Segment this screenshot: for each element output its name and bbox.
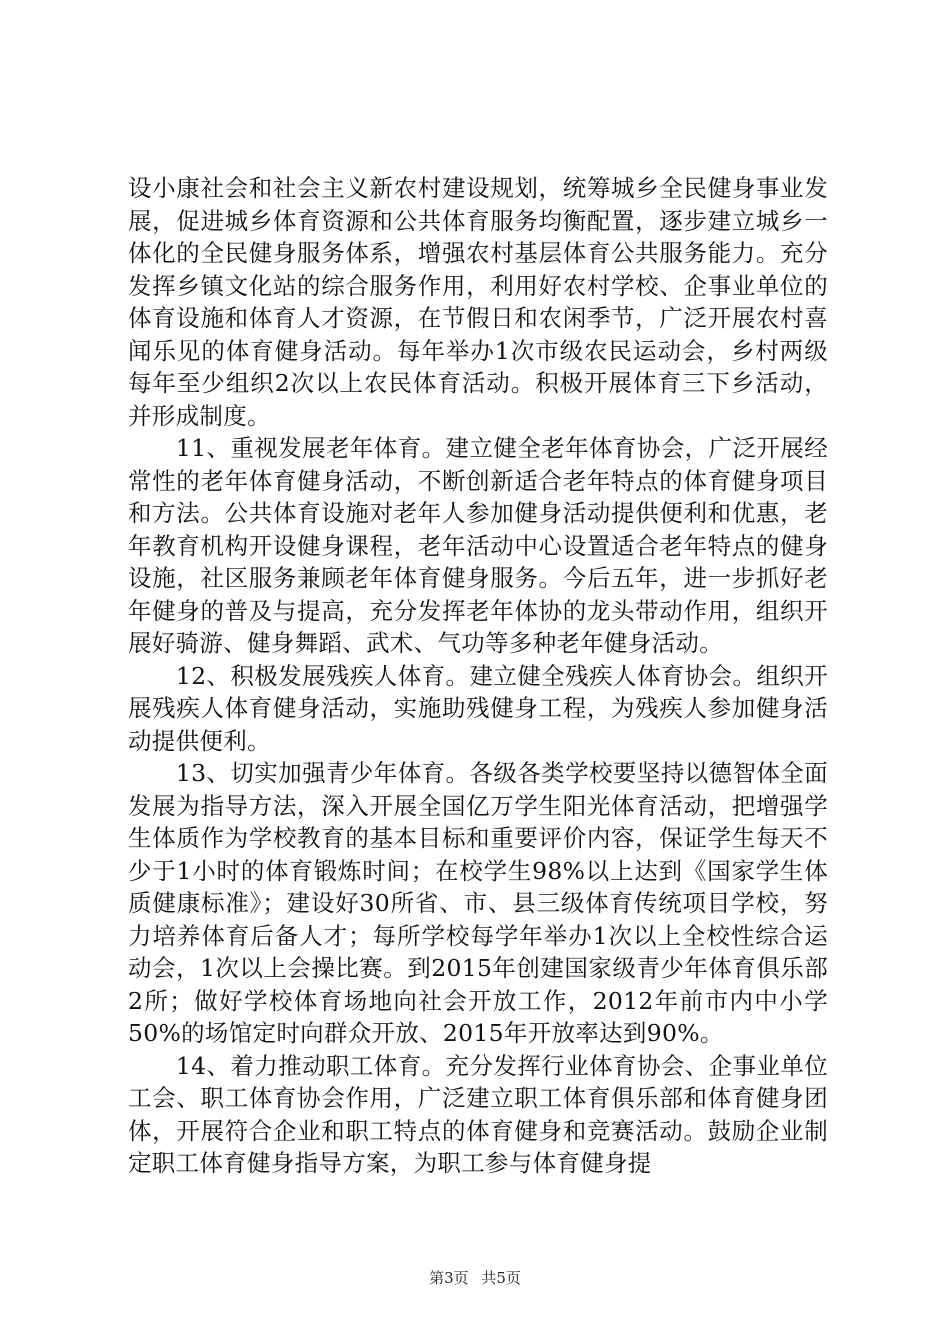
- paragraph-14-worker-sports: 14、着力推动职工体育。充分发挥行业体育协会、企事业单位工会、职工体育协会作用，广泛建立职工体育俱乐部和体育健身团体，开展符合企业和职工特点的体育健身和竞赛活动。鼓励企业制定职工体育健身指导方案，为职工参与体育健身提: [128, 1051, 828, 1177]
- paragraph-13-youth-sports: 13、切实加强青少年体育。各级各类学校要坚持以德智体全面发展为指导方法，深入开展全国亿万学生阳光体育活动，把增强学生体质作为学校教育的基本目标和重要评价内容，保证学生每天不少于1小时的体育锻炼时间；在校学生98%以上达到《国家学生体质健康标准》；建设好30所省、市、县三级体育传统项目学校，努力培养体育后备人才；每所学校每学年举办1次以上全校性综合运动会，1次以上会操比赛。到2015年创建国家级青少年体育俱乐部2所；做好学校体育场地向社会开放工作，2012年前市内中小学50%的场馆定时向群众开放、2015年开放率达到90%。: [128, 759, 828, 1047]
- paragraph-11-elderly-sports: 11、重视发展老年体育。建立健全老年体育协会，广泛开展经常性的老年体育健身活动，不断创新适合老年特点的体育健身项目和方法。公共体育设施对老年人参加健身活动提供便利和优惠，老年教育机构开设健身课程，老年活动中心设置适合老年特点的健身设施，社区服务兼顾老年体育健身服务。今后五年，进一步抓好老年健身的普及与提高，充分发挥老年体协的龙头带动作用，组织开展好骑游、健身舞蹈、武术、气功等多种老年健身活动。: [128, 434, 828, 657]
- page-footer: [0, 1268, 950, 1288]
- paragraph-continuation: 设小康社会和社会主义新农村建设规划，统筹城乡全民健身事业发展，促进城乡体育资源和公共体育服务均衡配置，逐步建立城乡一体化的全民健身服务体系，增强农村基层体育公共服务能力。充分发挥乡镇文化站的综合服务作用，利用好农村学校、企事业单位的体育设施和体育人才资源，在节假日和农闲季节，广泛开展农村喜闻乐见的体育健身活动。每年举办1次市级农民运动会，乡村两级每年至少组织2次以上农民体育活动。积极开展体育三下乡活动，并形成制度。: [128, 174, 828, 430]
- page-number: 第3页: [429, 1269, 469, 1287]
- page-total: 共5页: [481, 1269, 521, 1287]
- paragraph-12-disabled-sports: 12、积极发展残疾人体育。建立健全残疾人体育协会。组织开展残疾人体育健身活动，实施助残健身工程，为残疾人参加健身活动提供便利。: [128, 661, 828, 755]
- document-body: [128, 172, 828, 1180]
